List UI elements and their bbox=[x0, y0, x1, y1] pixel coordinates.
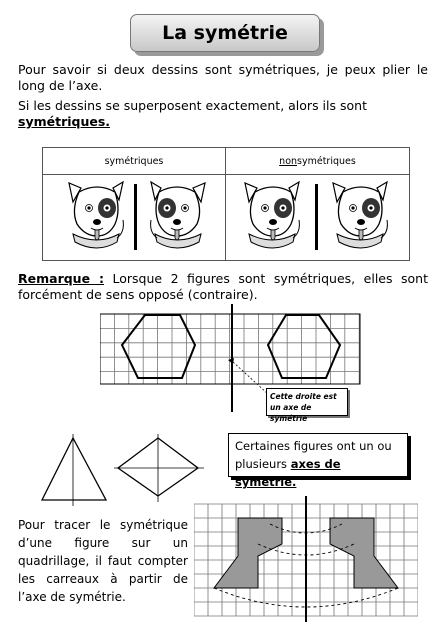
pentagon-right bbox=[268, 315, 340, 378]
axis-callout bbox=[266, 388, 348, 423]
callout-pointer bbox=[233, 362, 268, 394]
remark-paragraph bbox=[18, 271, 428, 303]
intro-line-2-text: Si les dessins se superposent exactement, alors ils sont bbox=[18, 98, 367, 113]
grid-symmetry-figure bbox=[194, 496, 418, 622]
dog-face-icon bbox=[241, 180, 303, 252]
intro-line-1: Pour savoir si deux dessins sont symétriques, je peux plier le long de l’axe. bbox=[18, 62, 428, 93]
pentagon-left bbox=[122, 315, 195, 378]
remark-label: Remarque : bbox=[18, 271, 104, 286]
table-header-line bbox=[43, 174, 409, 175]
dog-face-icon bbox=[329, 180, 391, 252]
remark-text: Lorsque 2 figures sont symétriques, elles sont forcément de sens opposé (contraire). bbox=[18, 271, 428, 302]
symmetry-examples-table bbox=[42, 147, 410, 261]
axes-note-box bbox=[228, 433, 408, 489]
shape-left bbox=[214, 518, 282, 588]
intro-keyword-line bbox=[18, 114, 428, 130]
table-header-non-symmetric bbox=[226, 148, 409, 174]
axes-note-keyword: axes de symétrie. bbox=[235, 457, 341, 489]
intro-paragraph bbox=[18, 62, 428, 130]
final-paragraph bbox=[18, 516, 188, 606]
final-paragraph-text: Pour tracer le symétrique d’une figure sur un quadrillage, il faut compter les carreaux à partir de l’axe de symétrie. bbox=[18, 518, 188, 604]
table-header-symmetric bbox=[43, 148, 225, 174]
dog-face-icon bbox=[147, 180, 209, 252]
intro-keyword: symétriques. bbox=[18, 114, 111, 129]
axes-examples bbox=[36, 432, 216, 508]
symmetry-axis-icon bbox=[134, 184, 138, 250]
triangle-icon bbox=[42, 434, 106, 506]
table-header-non-word: non bbox=[279, 155, 298, 167]
table-header-symmetric-label: symétriques bbox=[104, 155, 164, 167]
intro-line-2 bbox=[18, 98, 428, 114]
dog-face-icon bbox=[65, 180, 127, 252]
page-title-text: La symétrie bbox=[162, 22, 288, 44]
rhombus-icon bbox=[114, 434, 204, 502]
page-title bbox=[130, 14, 320, 52]
axes-note-text: Certaines figures ont un ou plusieurs bbox=[235, 439, 392, 471]
shape-right bbox=[330, 518, 398, 588]
symmetry-axis-icon bbox=[315, 184, 319, 250]
grid-lines bbox=[100, 314, 360, 384]
axis-callout-text: Cette droite est un axe de symétrie bbox=[270, 392, 337, 423]
table-header-non-rest: symétriques bbox=[297, 155, 356, 167]
